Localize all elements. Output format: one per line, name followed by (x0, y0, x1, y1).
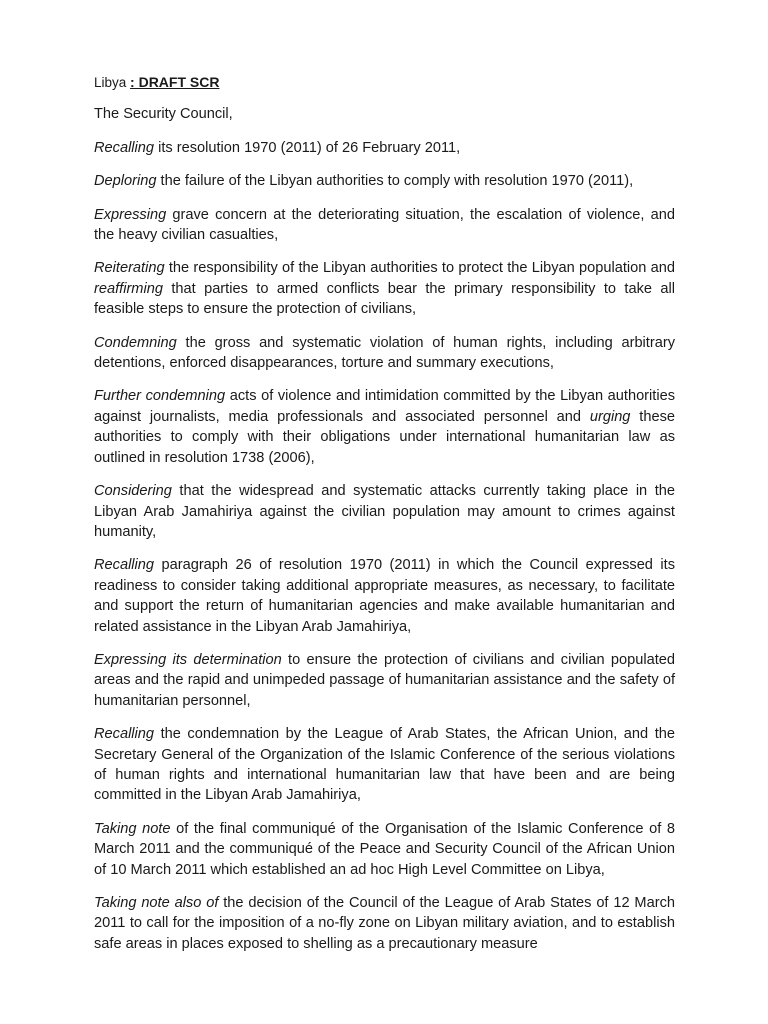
paragraph-keyword: Expressing (94, 206, 167, 223)
paragraph-keyword-secondary: reaffirming (94, 280, 163, 297)
paragraph-text: to ensure the protection of civilians and civilian populated areas and the rapid and unimpeded passage of humanitarian assistance and the safety of humanitarian personnel, (94, 651, 675, 709)
paragraph-text: of the final communiqué of the Organisation of the Islamic Conference of 8 March 2011 and the communiqué of the Peace and Security Council of the African Union of 10 March 2011 which established an ad hoc High Level Committee on Libya, (94, 820, 676, 878)
paragraph (94, 819, 675, 880)
paragraph-keyword: Reiterating (94, 260, 165, 277)
paragraph-keyword: Recalling (94, 726, 155, 743)
paragraph-keyword: Expressing its determination (94, 651, 282, 668)
paragraph (94, 893, 675, 954)
paragraph-text: paragraph 26 of resolution 1970 (2011) in which the Council expressed its readiness to consider taking additional appropriate measures, as necessary, to facilitate and support the return of humanitarian agencies and make available humanitarian and related assistance in the Libyan Arab Jamahiriya, (94, 557, 675, 635)
paragraph-text: the decision of the Council of the League of Arab States of 12 March 2011 to call for the imposition of a no-fly zone on Libyan military aviation, and to establish safe areas in places exposed to shelling as a precautionary measure (94, 895, 675, 952)
paragraph (94, 386, 675, 468)
paragraph-keyword-secondary: urging (589, 408, 631, 425)
paragraph (94, 650, 675, 711)
paragraph-text-secondary: these authorities to comply with their obligations under international humanitarian law as outlined in resolution 1738 (2006), (94, 408, 675, 466)
paragraph-keyword: Recalling (94, 139, 155, 156)
document-heading (94, 72, 675, 93)
paragraph-text: the condemnation by the League of Arab States, the African Union, and the Secretary General of the Organization of the Islamic Conference of the serious violations of human rights and international humanitarian law that have been and are being committed in the Libyan Arab Jamahiriya, (94, 726, 675, 804)
heading-title: : DRAFT SCR (130, 74, 220, 90)
paragraph-text: its resolution 1970 (2011) of 26 February 2011, (154, 139, 461, 156)
paragraph-keyword: Condemning (94, 334, 177, 351)
paragraph-keyword: Deploring (94, 173, 157, 190)
paragraph (94, 138, 675, 158)
document-body (94, 72, 675, 967)
paragraph-text: the failure of the Libyan authorities to comply with resolution 1970 (2011), (156, 173, 634, 190)
paragraph-keyword: Taking note (94, 820, 171, 837)
paragraph (94, 481, 675, 542)
paragraph (94, 555, 675, 637)
paragraph-text: acts of violence and intimidation committed by the Libyan authorities against journalists, media professionals and associated personnel and (94, 388, 675, 425)
paragraph-text-secondary: that parties to armed conflicts bear the primary responsibility to take all feasible steps to ensure the protection of civilians, (94, 280, 675, 318)
paragraph-text: that the widespread and systematic attacks currently taking place in the Libyan Arab Jamahiriya against the civilian population may amount to crimes against humanity, (94, 483, 675, 540)
paragraph (94, 205, 675, 246)
paragraph (94, 724, 675, 806)
paragraph (94, 333, 675, 374)
paragraph-text: the responsibility of the Libyan authorities to protect the Libyan population and (164, 260, 675, 277)
paragraph-keyword: Considering (94, 483, 172, 500)
paragraph-text: the gross and systematic violation of human rights, including arbitrary detentions, enforced disappearances, torture and summary executions, (94, 334, 675, 372)
lead-line: The Security Council, (94, 106, 233, 123)
paragraph-keyword: Further condemning (94, 388, 226, 405)
paragraph-keyword: Taking note also of (94, 895, 219, 911)
heading-country: Libya (94, 75, 131, 90)
paragraph (94, 171, 675, 191)
paragraph (94, 258, 675, 319)
paragraph-keyword: Recalling (94, 557, 155, 574)
paragraph-text: grave concern at the deteriorating situation, the escalation of violence, and the heavy civilian casualties, (94, 206, 675, 244)
